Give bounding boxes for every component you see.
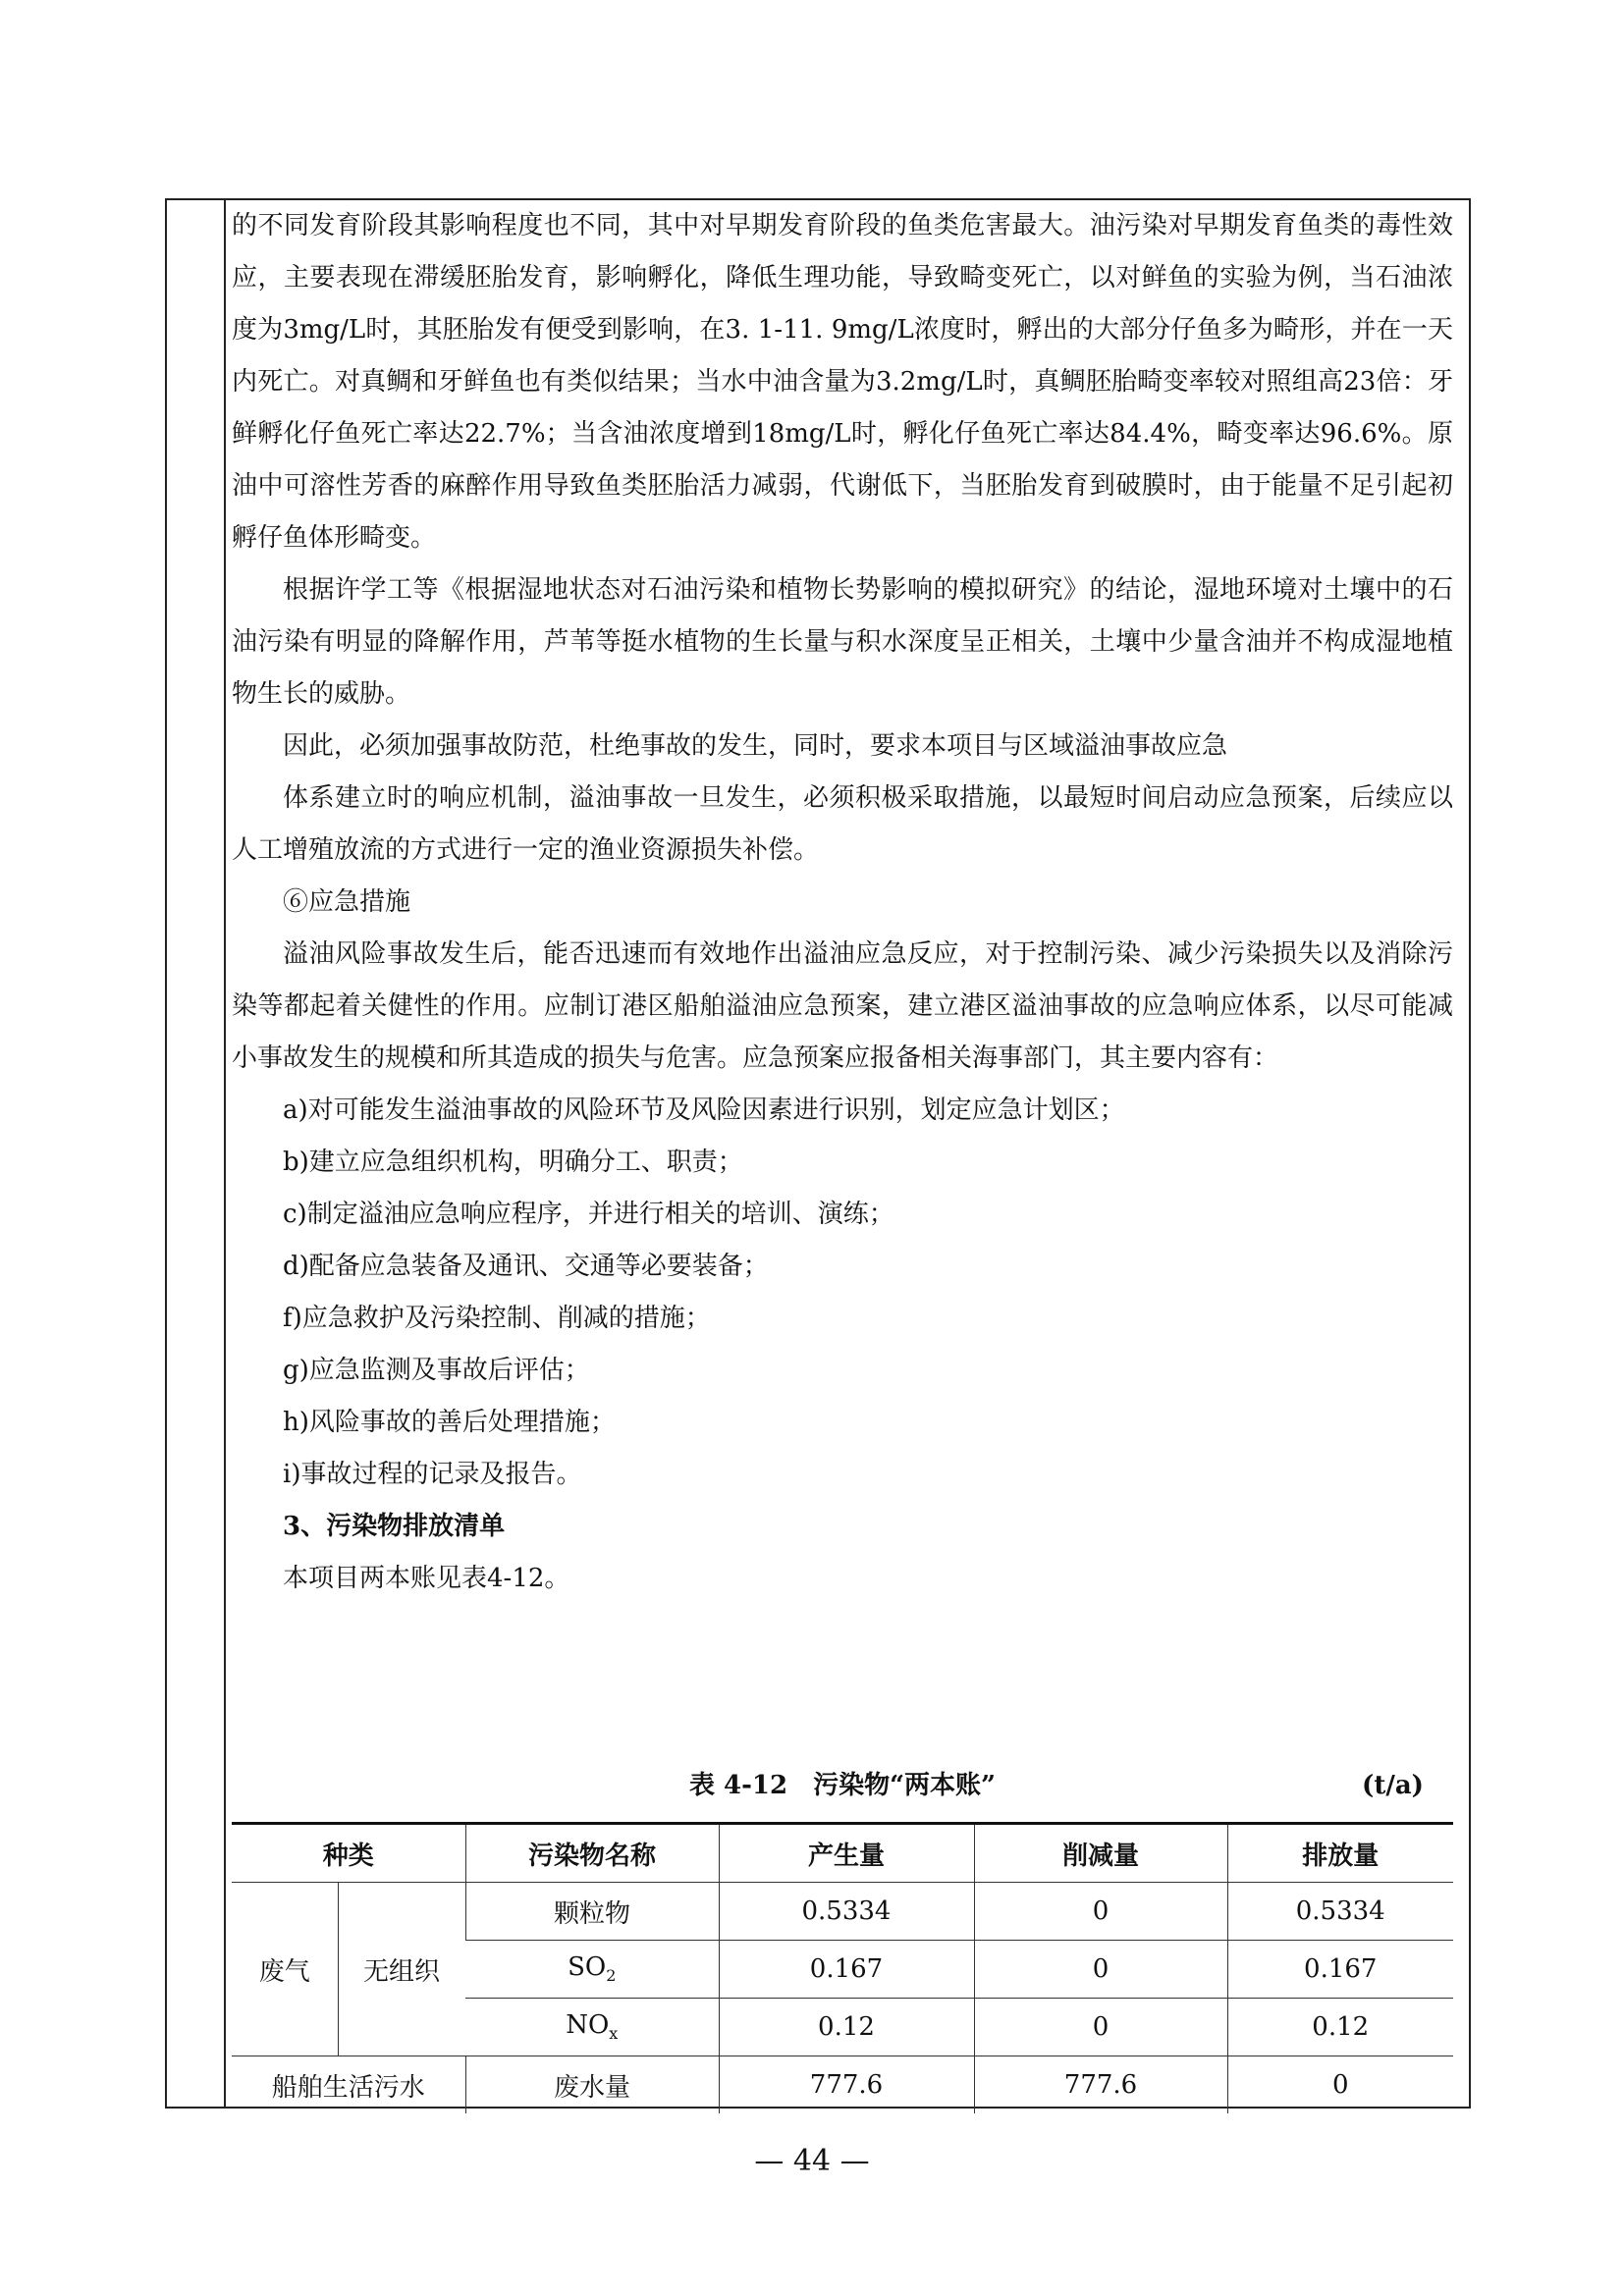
list-item: b)建立应急组织机构，明确分工、职责；: [283, 1148, 743, 1177]
left-column: [167, 200, 226, 2107]
cell-produced: 0.167: [719, 1941, 974, 1999]
paragraph-emergency-response: 溢油风险事故发生后，能否迅速而有效地作出溢油应急反应，对于控制污染、减少污染损失以及消除污染等都起着关健性的作用。应制订港区船舶溢油应急预案，建立港区溢油事故的应急响应体系，以尽可能减小事故发生的规模和所其造成的损失与危害。应急预案应报备相关海事部门，其主要内容有：: [232, 939, 1453, 1073]
cell-reduced: 0: [974, 1999, 1227, 2056]
cell-ship-sewage: 船舶生活污水: [232, 2056, 465, 2114]
pollutant-ledger-table: [232, 1822, 1453, 2113]
list-item: d)配备应急装备及通讯、交通等必要装备；: [283, 1252, 769, 1281]
cell-emitted: 0.167: [1227, 1941, 1453, 1999]
page-number: — 44 —: [754, 2144, 870, 2178]
nox-subscript: x: [609, 2024, 619, 2044]
cell-reduced: 777.6: [974, 2056, 1227, 2114]
table-row: [232, 2056, 1453, 2114]
list-item: g)应急监测及事故后评估；: [283, 1356, 590, 1385]
header-category: 种类: [232, 1824, 465, 1883]
paragraph-wetland-study: 根据许学工等《根据湿地状态对石油污染和植物长势影响的模拟研究》的结论，湿地环境对土壤中的石油污染有明显的降解作用，芦苇等挺水植物的生长量与积水深度呈正相关，土壤中少量含油并不构成湿地植物生长的威胁。: [232, 575, 1453, 709]
list-item: c)制定溢油应急响应程序，并进行相关的培训、演练；: [283, 1200, 894, 1229]
section-heading-pollutant-list: 3、污染物排放清单: [283, 1512, 506, 1541]
table-row: [232, 1883, 1453, 1941]
list-item: f)应急救护及污染控制、削减的措施；: [283, 1304, 711, 1333]
paragraph-response-mechanism: 体系建立时的响应机制，溢油事故一旦发生，必须积极采取措施，以最短时间启动应急预案，后续应以人工增殖放流的方式进行一定的渔业资源损失补偿。: [232, 783, 1453, 865]
cell-produced: 777.6: [719, 2056, 974, 2114]
cell-pollutant-name: [465, 1941, 719, 1999]
cell-produced: 0.5334: [719, 1883, 974, 1941]
cell-emitted: 0.5334: [1227, 1883, 1453, 1941]
paragraph-fish-toxicity: 的不同发育阶段其影响程度也不同，其中对早期发育阶段的鱼类危害最大。油污染对早期发育鱼类的毒性效应，主要表现在滞缓胚胎发育，影响孵化，降低生理功能，导致畸变死亡，以对鲜鱼的实验为例，当石油浓度为3mg/L时，其胚胎发有便受到影响，在3. 1-11. 9mg/L浓度时，孵出的大部分仔鱼多为畸形，并在一天内死亡。对真鲷和牙鲜鱼也有类似结果；当水中油含量为3.2mg/L时，真鲷胚胎畸变率较对照组高23倍：牙鲜孵化仔鱼死亡率达22.7%；当含油浓度增到18mg/L时，孵化仔鱼死亡率达84.4%，畸变率达96.6%。原油中可溶性芳香的麻醉作用导致鱼类胚胎活力减弱，代谢低下，当胚胎发育到破膜时，由于能量不足引起初孵仔鱼体形畸变。: [232, 211, 1453, 553]
cell-reduced: 0: [974, 1883, 1227, 1941]
section-emergency-measures: ⑥应急措施: [283, 887, 411, 917]
list-item: i)事故过程的记录及报告。: [283, 1460, 582, 1489]
document-body: [232, 200, 1453, 1605]
table-caption: 表 4-12 污染物“两本账”: [688, 1771, 997, 1800]
table-unit: (t/a): [1362, 1771, 1424, 1800]
cell-pollutant-name: 颗粒物: [465, 1883, 719, 1941]
table-header-row: [232, 1824, 1453, 1883]
list-item: h)风险事故的善后处理措施；: [283, 1408, 616, 1437]
paragraph-prevention: 因此，必须加强事故防范，杜绝事故的发生，同时，要求本项目与区域溢油事故应急: [283, 731, 1228, 761]
document-frame: [165, 198, 1471, 2109]
so2-symbol: SO: [568, 1952, 607, 1983]
so2-subscript: 2: [606, 1966, 617, 1986]
header-emitted: 排放量: [1227, 1824, 1453, 1883]
header-pollutant-name: 污染物名称: [465, 1824, 719, 1883]
table-caption-row: [232, 1761, 1453, 1810]
cell-waste-gas: 废气: [232, 1883, 338, 2056]
list-item: a)对可能发生溢油事故的风险环节及风险因素进行识别，划定应急计划区；: [283, 1095, 1125, 1125]
cell-emitted: 0: [1227, 2056, 1453, 2114]
header-reduced: 削减量: [974, 1824, 1227, 1883]
cell-emitted: 0.12: [1227, 1999, 1453, 2056]
cell-produced: 0.12: [719, 1999, 974, 2056]
cell-pollutant-name: 废水量: [465, 2056, 719, 2114]
cell-fugitive: 无组织: [338, 1883, 465, 2056]
paragraph-table-reference: 本项目两本账见表4-12。: [283, 1564, 570, 1593]
cell-pollutant-name: [465, 1999, 719, 2056]
cell-reduced: 0: [974, 1941, 1227, 1999]
header-produced: 产生量: [719, 1824, 974, 1883]
nox-symbol: NO: [566, 2010, 610, 2041]
